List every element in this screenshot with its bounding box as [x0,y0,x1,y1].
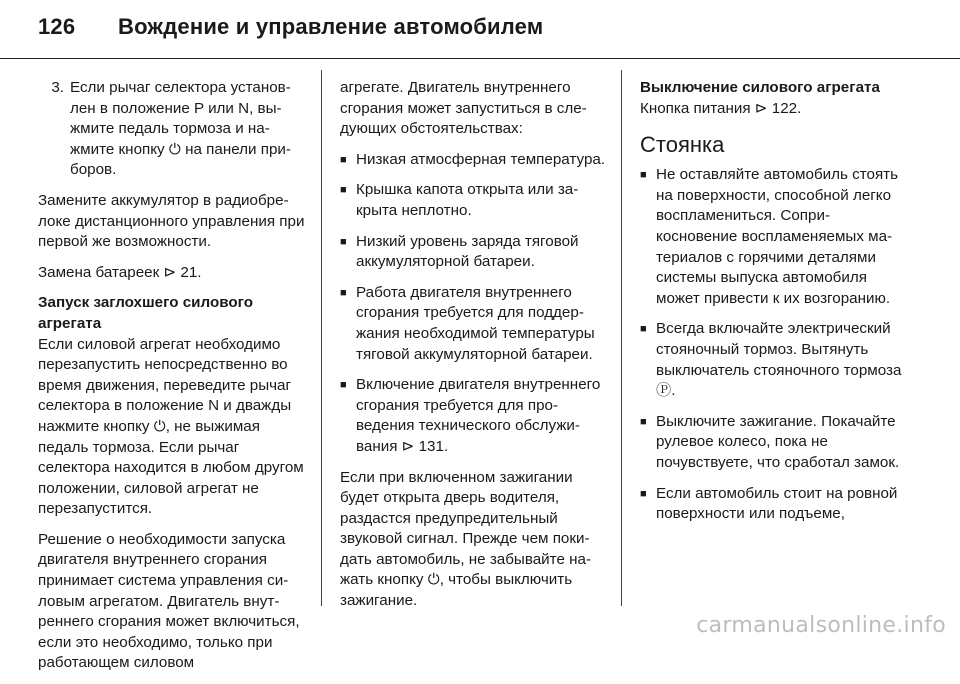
numbered-step [38,78,308,181]
paragraph-decision: Решение о необходимости запуска двигателя внутреннего сгорания принимает система управления силовым агрегатом. Двигатель внутреннего сгорания может включиться, если это необходимо, только при работающем силовом [38,530,300,672]
parking-list [640,165,906,525]
bullet-icon: ■ [640,487,647,500]
bullet-icon: ■ [640,169,647,182]
bullet-icon: ■ [640,323,647,336]
cross-reference-power-button: Кнопка питания ⊳ 122. [640,99,802,117]
list-item: ■ Если автомобиль стоит на ровной поверхности или подъеме, [640,484,906,525]
list-item: ■ Работа двигателя внутреннего сгорания требуется для поддержания необходимой температуры тяговой аккумуляторной батареи. [340,283,606,365]
conditions-list [340,150,606,458]
page-title: Вождение и управление автомобилем [118,14,544,39]
column-right [640,78,906,535]
column-divider [621,70,622,606]
paragraph-door-warning: Если при включенном зажигании будет открыта дверь водителя, раздастся предупредительный звуковой сигнал. Прежде чем покидать автомобиль, не забывайте нажать кнопку ⏻, чтобы выключить зажигание. [340,468,592,610]
section-heading-restart: Запуск заглохшего силового агрегата [38,294,254,332]
bullet-icon: ■ [640,415,647,428]
paragraph-battery: Замените аккумулятор в радиобрелоке дистанционного управления при первой же возможности. [38,191,305,251]
list-item: ■ Выключите зажигание. Покачайте рулевое колесо, пока не почувствуете, что сработал замок. [640,412,906,474]
paragraph-continued: агрегате. Двигатель внутреннего сгорания может запуститься в следующих обстоятельствах: [340,79,587,138]
bullet-icon: ■ [340,235,347,248]
list-item: ■ Включение двигателя внутреннего сгорания требуется для проведения технического обслуживания ⊳ 131. [340,375,606,457]
header-divider [0,58,960,59]
step-number: 3. [51,79,64,96]
page-number: 126 [38,14,76,39]
cross-reference-battery: Замена батареек ⊳ 21. [38,263,202,281]
list-item: ■ Крышка капота открыта или закрыта неплотно. [340,180,606,221]
column-divider [321,70,322,606]
list-item: ■ Всегда включайте электрический стояночный тормоз. Вытянуть выключатель стояночного тормоза Ⓟ. [640,319,906,401]
bullet-icon: ■ [340,184,347,197]
step-text: Если рычаг селектора установлен в положение P или N, выжмите педаль тормоза и нажмите кнопку ⏻ на панели приборов. [70,79,291,179]
bullet-icon: ■ [340,286,347,299]
paragraph-restart: Если силовой агрегат необходимо перезапустить непосредственно во время движения, переведите рычаг селектора в положение N и дважды нажмите кнопку ⏻, не выжимая педаль тормоза. Если рычаг селектора находится в любом другом положении, силовой агрегат не перезапустится. [38,335,304,518]
list-item: ■ Не оставляйте автомобиль стоять на поверхности, способной легко воспламениться. Соприкосновение воспламеняемых материалов с горячими деталями системы выпуска автомобиля может привести к их возгоранию. [640,165,906,309]
section-heading-parking: Стоянка [640,132,725,158]
bullet-icon: ■ [340,379,347,392]
section-heading-power-off: Выключение силового агрегата [640,79,880,96]
list-item: ■ Низкая атмосферная температура. [340,150,606,171]
watermark: carmanualsonline.info [696,613,946,638]
column-left [38,78,308,684]
column-middle [340,78,606,622]
page-header [38,14,922,40]
list-item: ■ Низкий уровень заряда тяговой аккумуляторной батареи. [340,232,606,273]
bullet-icon: ■ [340,153,347,166]
